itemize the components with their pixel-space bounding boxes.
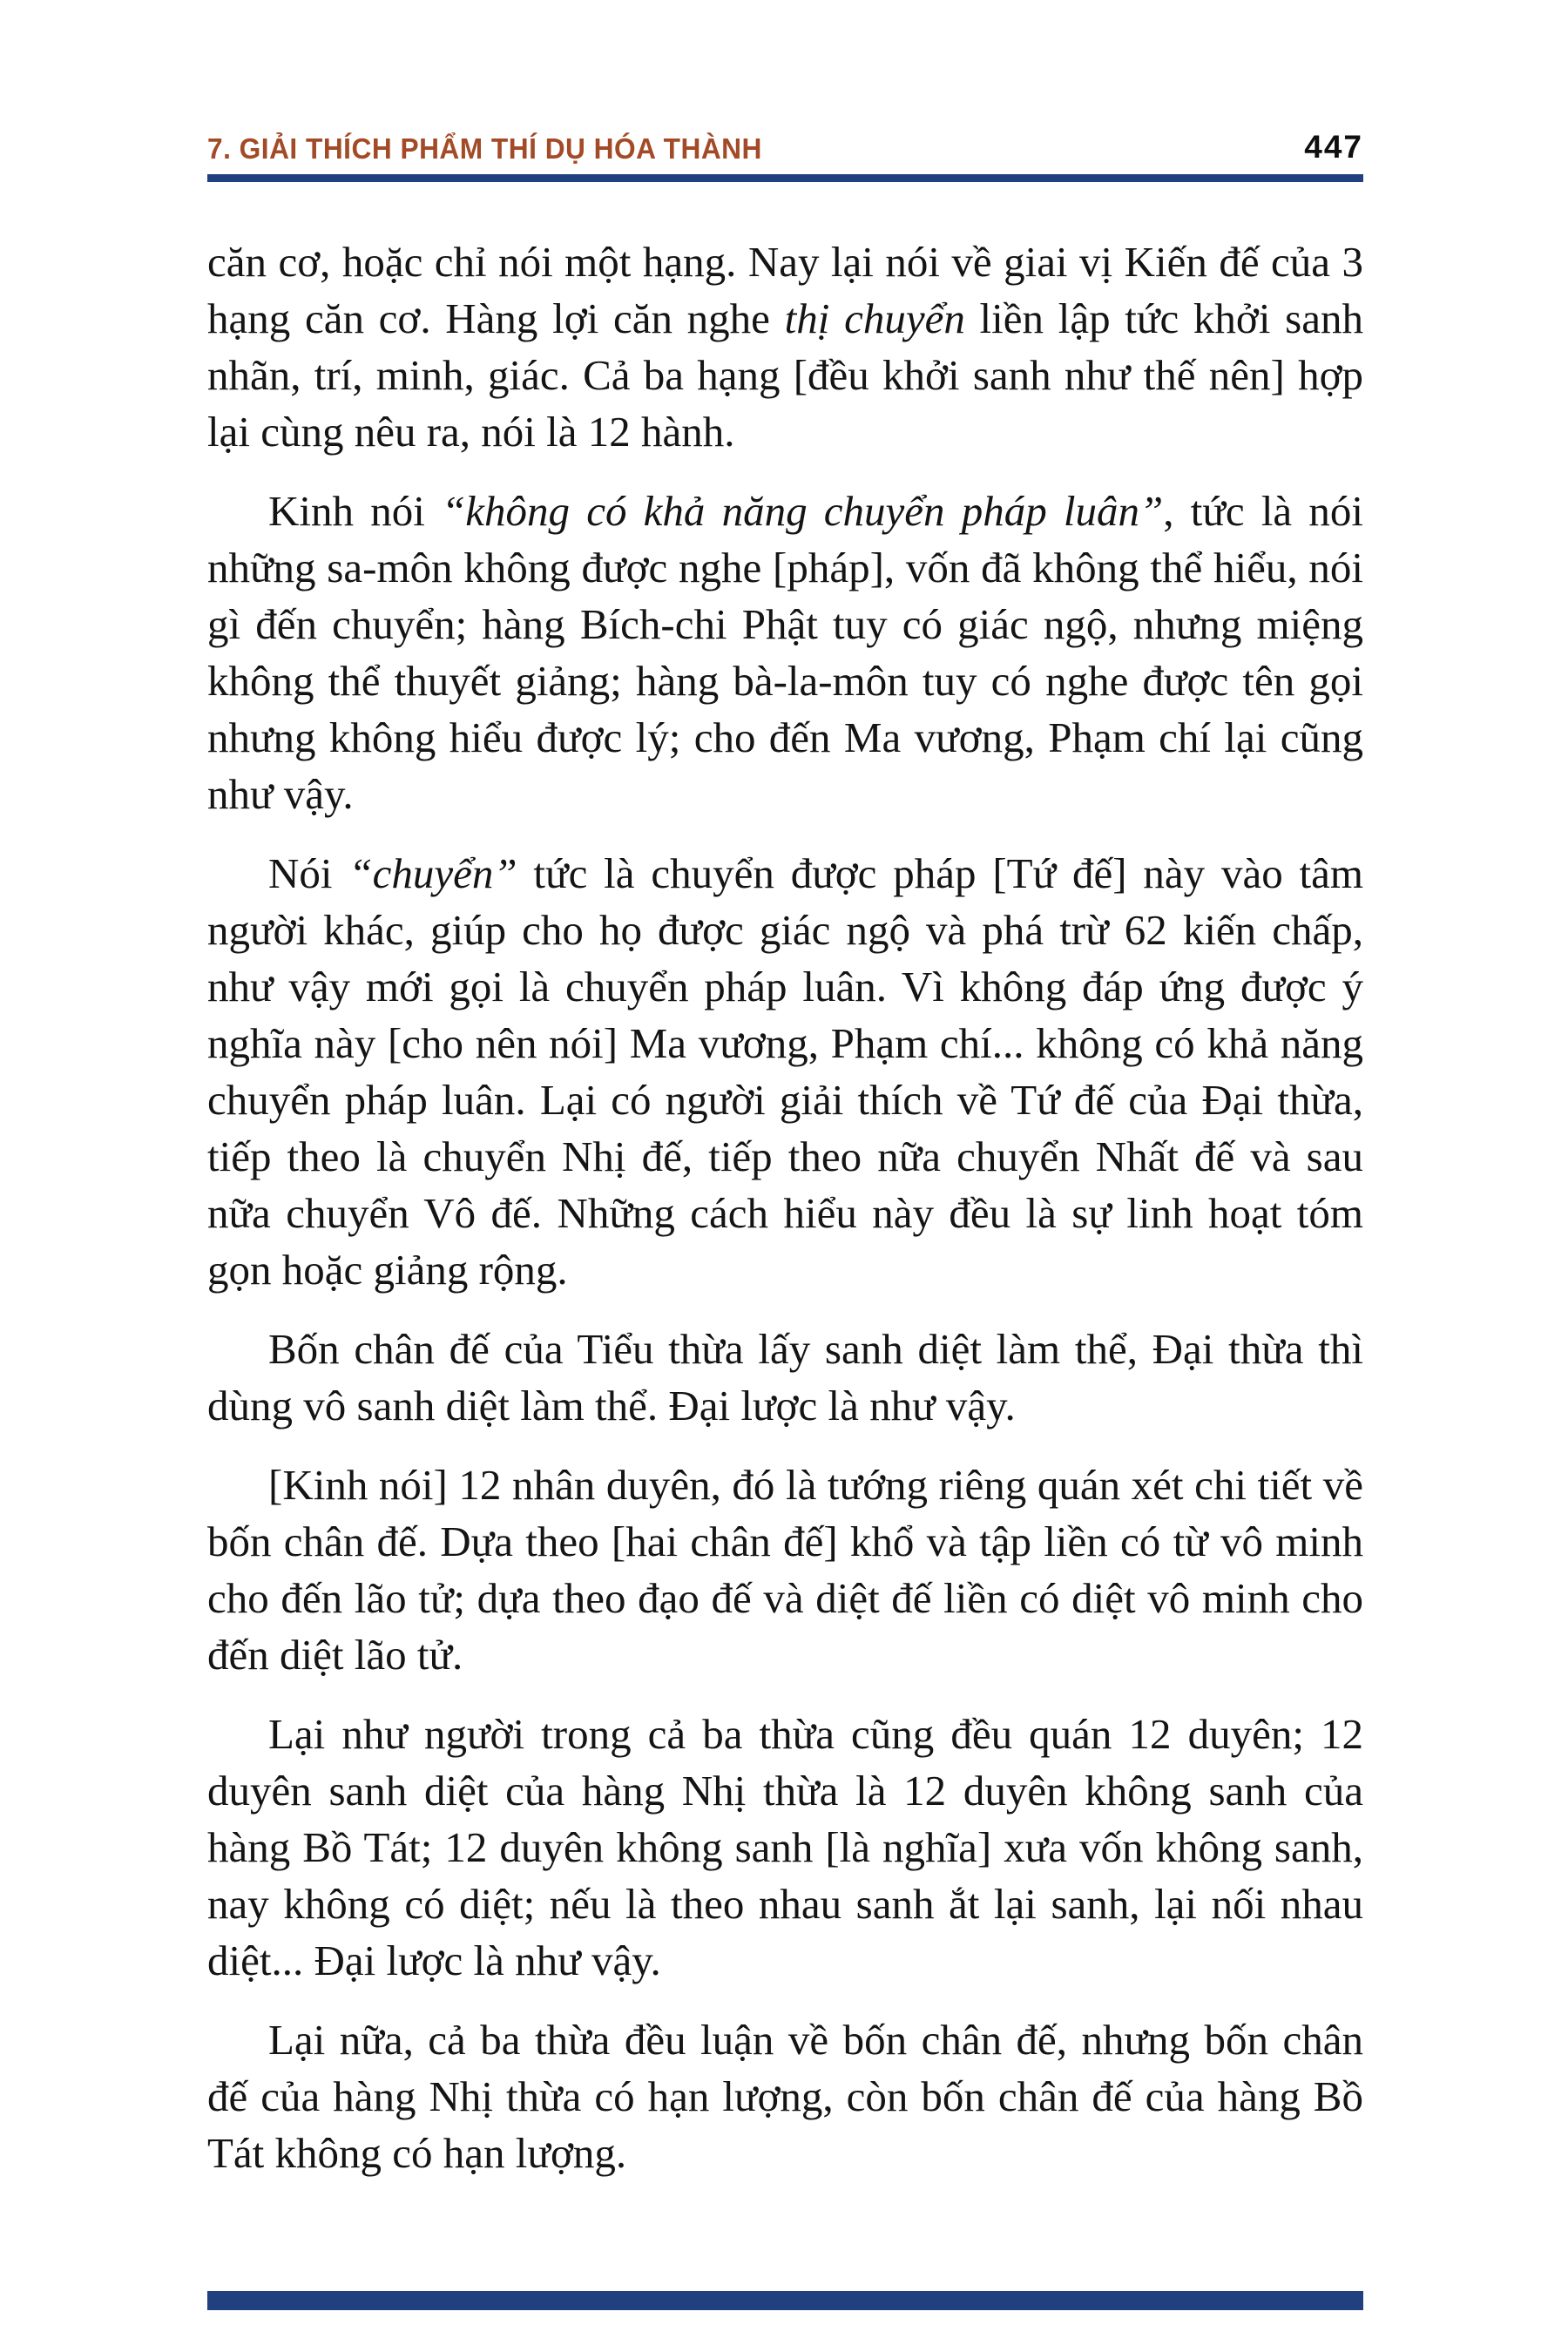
text-run: Lại như người trong cả ba thừa cũng đều quán 12 duyên; 12 duyên sanh diệt của hàng Nhị thừa là 12 duyên không sanh của hàng Bồ Tát; 12 duyên không sanh [là nghĩa] xưa vốn không sanh, nay không có diệt; nếu là theo nhau sanh ắt lại sanh, lại nối nhau diệt... Đại lược là như vậy. xyxy=(207,1710,1363,1984)
paragraph xyxy=(207,1706,1363,1989)
text-run: Kinh nói xyxy=(268,487,442,535)
page-number: 447 xyxy=(1304,129,1363,165)
footer-rule xyxy=(207,2291,1363,2310)
italic-text-run: “không có khả năng chuyển pháp luân” xyxy=(442,487,1164,535)
paragraph xyxy=(207,2011,1363,2181)
text-run: tức là chuyển được pháp [Tứ đế] này vào tâm người khác, giúp cho họ được giác ngộ và phá trừ 62 kiến chấp, như vậy mới gọi là chuyển pháp luân. Vì không đáp ứng được ý nghĩa này [cho nên nói] Ma vương, Phạm chí... không có khả năng chuyển pháp luân. Lại có người giải thích về Tứ đế của Đại thừa, tiếp theo là chuyển Nhị đế, tiếp theo nữa chuyển Nhất đế và sau nữa chuyển Vô đế. Những cách hiểu này đều là sự linh hoạt tóm gọn hoặc giảng rộng. xyxy=(207,849,1364,1294)
italic-text-run: “chuyển” xyxy=(348,849,517,897)
paragraph xyxy=(207,845,1363,1298)
text-run: Nói xyxy=(268,849,349,897)
italic-text-run: thị chuyển xyxy=(784,294,965,342)
text-run: căn cơ, hoặc chỉ nói một hạng. Nay lại nói về giai vị Kiến đế của 3 hạng căn cơ. Hàng lợi căn nghe xyxy=(207,238,1363,342)
body-text xyxy=(207,233,1363,2204)
paragraph xyxy=(207,233,1363,460)
running-header xyxy=(207,120,1363,166)
paragraph xyxy=(207,1456,1363,1683)
text-run: , tức là nói những sa-môn không được nghe [pháp], vốn đã không thể hiểu, nói gì đến chuyển; hàng Bích-chi Phật tuy có giác ngộ, nhưng miệng không thể thuyết giảng; hàng bà-la-môn tuy có nghe được tên gọi nhưng không hiểu được lý; cho đến Ma vương, Phạm chí lại cũng như vậy. xyxy=(207,487,1363,818)
text-run: Bốn chân đế của Tiểu thừa lấy sanh diệt làm thể, Đại thừa thì dùng vô sanh diệt làm thể. Đại lược là như vậy. xyxy=(207,1325,1363,1429)
text-run: Lại nữa, cả ba thừa đều luận về bốn chân đế, nhưng bốn chân đế của hàng Nhị thừa có hạn lượng, còn bốn chân đế của hàng Bồ Tát không có hạn lượng. xyxy=(207,2016,1363,2177)
paragraph xyxy=(207,483,1363,822)
header-rule xyxy=(207,174,1363,182)
text-run: [Kinh nói] 12 nhân duyên, đó là tướng riêng quán xét chi tiết về bốn chân đế. Dựa theo [hai chân đế] khổ và tập liền có từ vô minh cho đến lão tử; dựa theo đạo đế và diệt đế liền có diệt vô minh cho đến diệt lão tử. xyxy=(207,1461,1363,1679)
text-run: liền lập tức khởi sanh nhãn, trí, minh, giác. Cả ba hạng [đều khởi sanh như thế nên] hợp lại cùng nêu ra, nói là 12 hành. xyxy=(207,294,1363,456)
chapter-title: 7. GIẢI THÍCH PHẨM THÍ DỤ HÓA THÀNH xyxy=(207,132,762,165)
paragraph xyxy=(207,1321,1363,1434)
